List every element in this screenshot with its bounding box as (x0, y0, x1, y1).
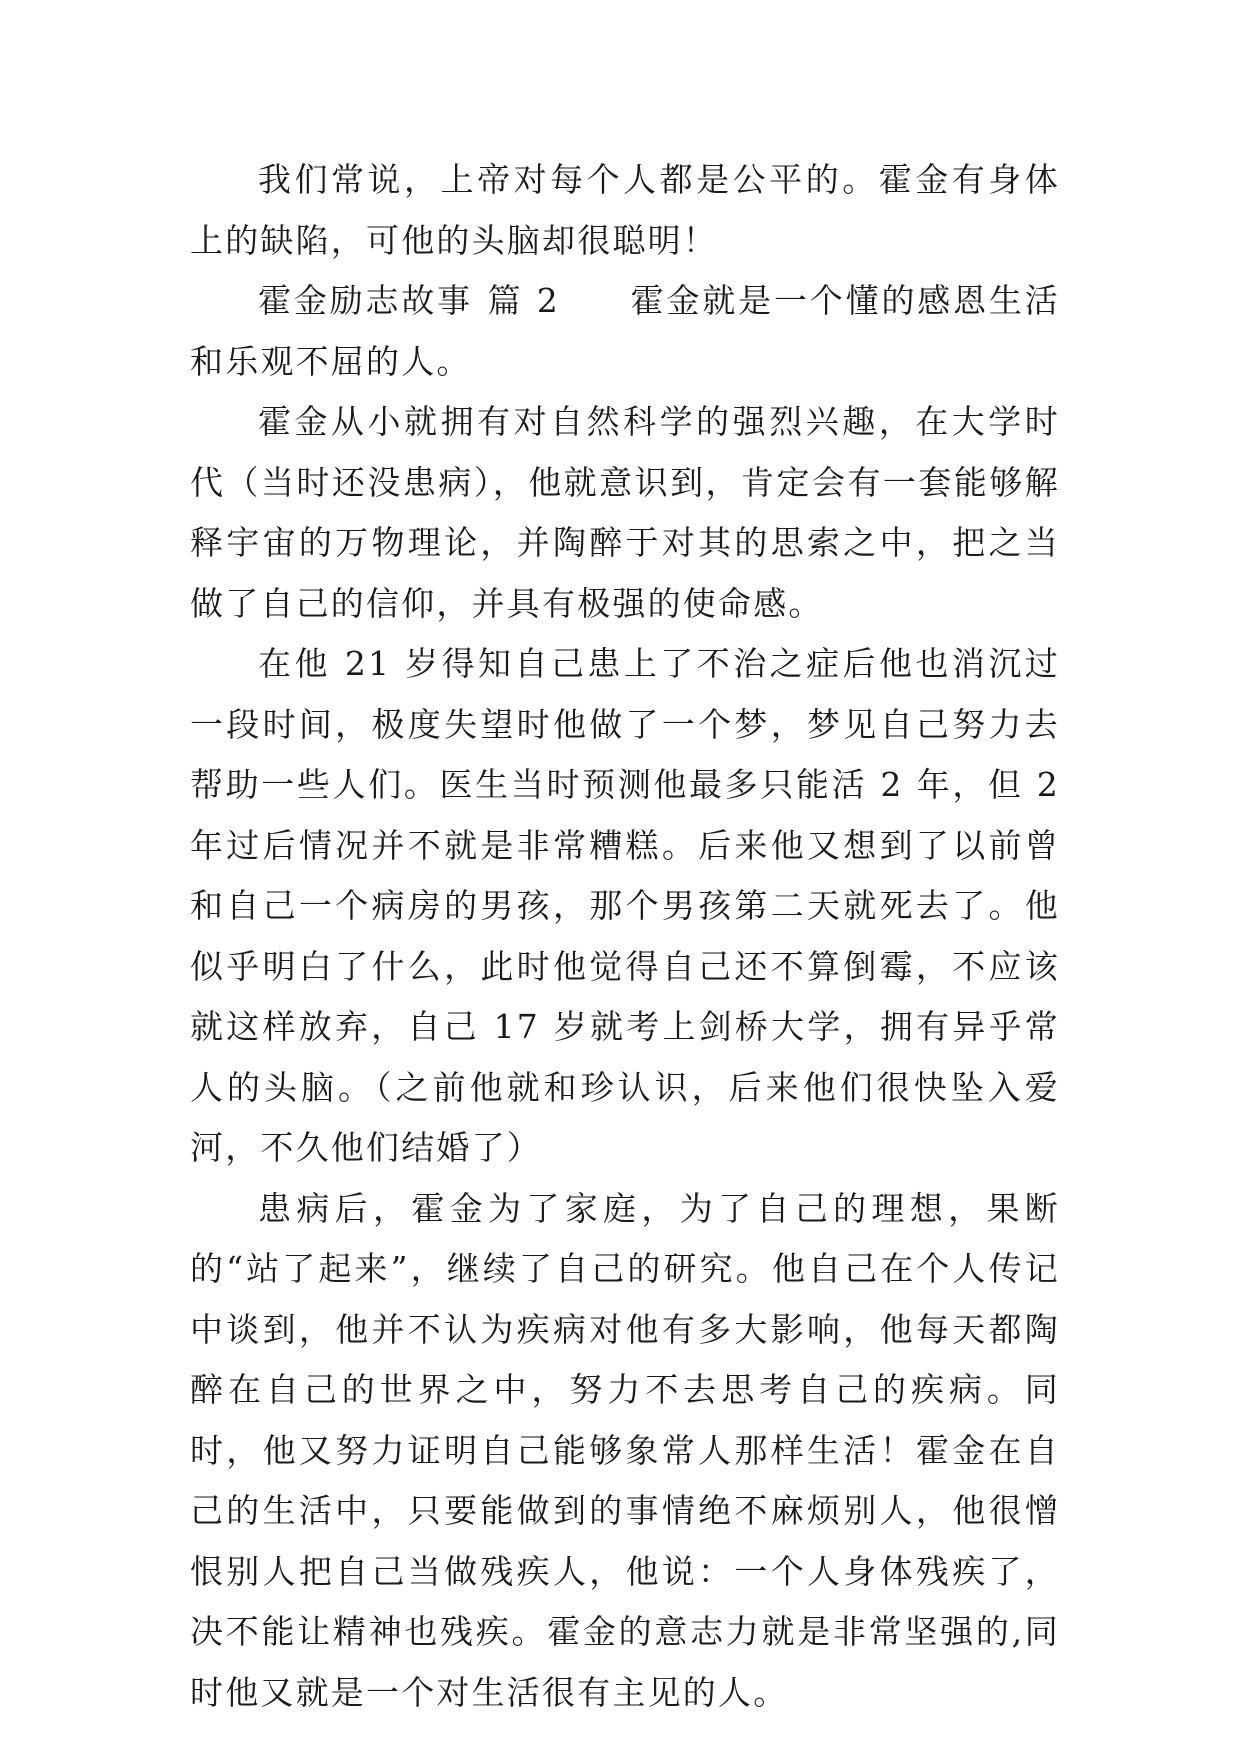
section-lead-text: 霍金就是一个懂的感恩生活和乐观不屈的人。 (190, 281, 1060, 381)
paragraph-illness: 在他 21 岁得知自己患上了不治之症后他也消沉过一段时间，极度失望时他做了一个梦，梦见自己努力去帮助一些人们。医生当时预测他最多只能活 2 年，但 2 年过后情况并不就是非常糟糕。后来他又想到了以前曾和自己一个病房的男孩，那个男孩第二天就死去了。他似乎明白了什么，此时他觉得自己还不算倒霉，不应该就这样放弃，自己 17 岁就考上剑桥大学，拥有异乎常人的头脑。（之前他就和珍认识，后来他们很快坠入爱河，不久他们结婚了） (190, 644, 1060, 1167)
paragraph-interest: 霍金从小就拥有对自然科学的强烈兴趣，在大学时代（当时还没患病），他就意识到，肯定会有一套能够解释宇宙的万物理论，并陶醉于对其的思索之中，把之当做了自己的信仰，并具有极强的使命感。 (190, 402, 1060, 623)
section-title: 霍金励志故事 (258, 281, 473, 320)
paragraph-perseverance: 患病后，霍金为了家庭，为了自己的理想，果断的“站了起来”，继续了自己的研究。他自己在个人传记中谈到，他并不认为疾病对他有多大影响，他每天都陶醉在自己的世界之中，努力不去思考自己的疾病。同时，他又努力证明自己能够象常人那样生活！霍金在自己的生活中，只要能做到的事情绝不麻烦别人，他很憎恨别人把自己当做残疾人，他说：一个人身体残疾了，决不能让精神也残疾。霍金的意志力就是非常坚强的,同时他又就是一个对生活很有主见的人。 (190, 1188, 1060, 1712)
document-body (190, 150, 1060, 1723)
paragraph-intro: 我们常说，上帝对每个人都是公平的。霍金有身体上的缺陷，可他的头脑却很聪明！ (190, 160, 1060, 260)
section-number: 篇 2 (487, 281, 560, 320)
paragraph-section-heading (190, 271, 1060, 392)
